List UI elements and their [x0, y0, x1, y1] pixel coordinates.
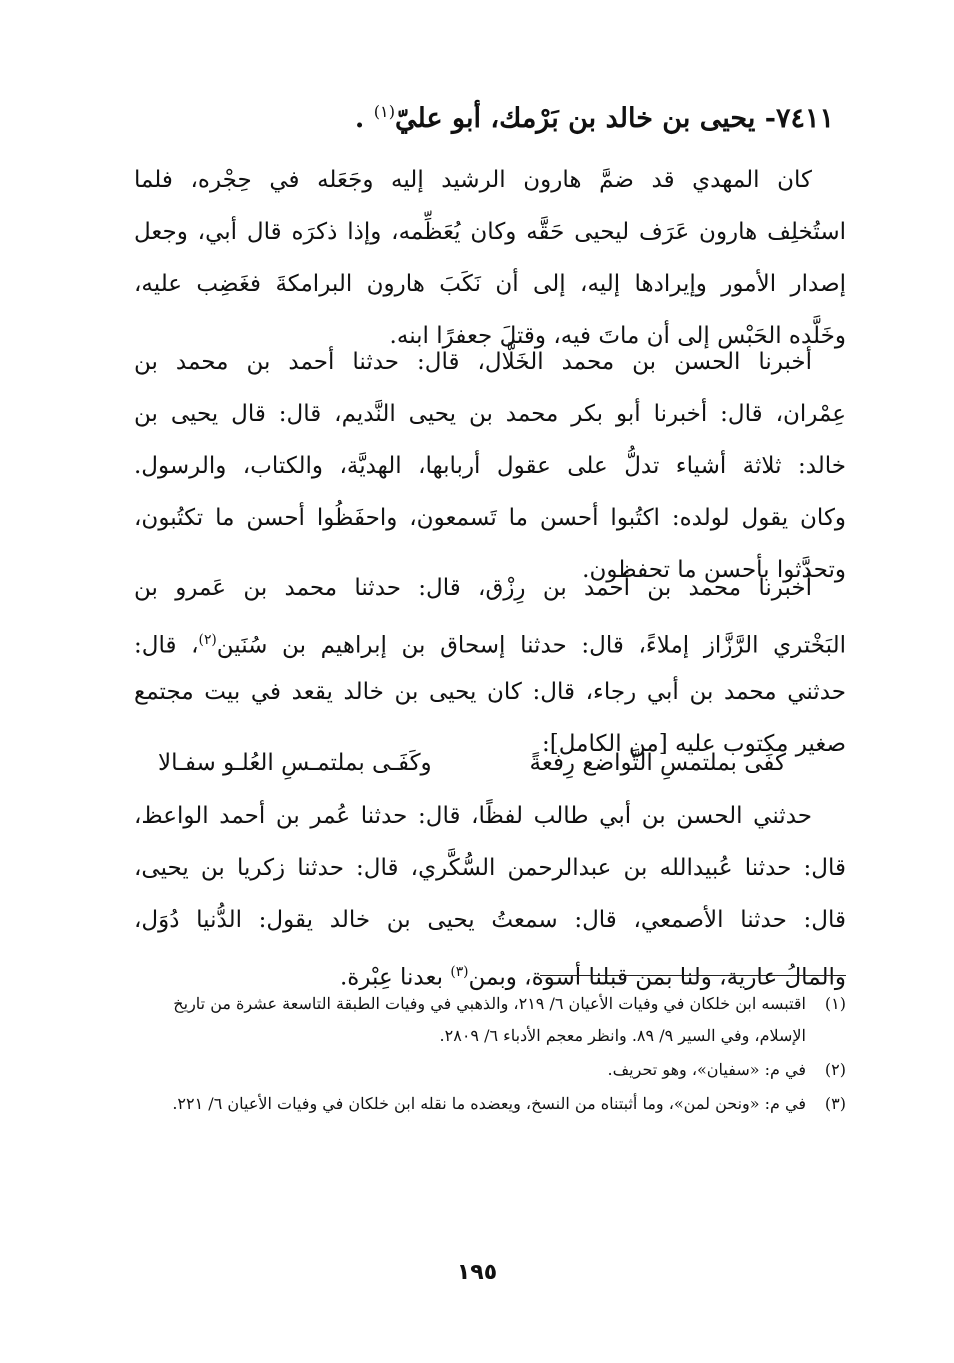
paragraph-line: عِمْران، قال: أخبرنا أبو بكر محمد بن يحيى النَّديم، قال: قال يحيى بن — [134, 401, 846, 427]
paragraph-line: كان المهدي قد ضمَّ هارون الرشيد إليه وجَعَله في حِجْره، فلما — [134, 167, 812, 193]
paragraph-line: صغير مكتوب عليه [من الكامل]: — [542, 731, 846, 757]
paragraph-line: أخبرنا محمد بن أحمد بن رِزْق، قال: حدثنا محمد بن عَمرو بن — [134, 575, 812, 601]
paragraph-line: قال: حدثنا عُبيدالله بن عبدالرحمن السُّكَّري، قال: حدثنا زكريا بن يحيى، — [134, 855, 846, 881]
paragraph-line: حدثني الحسن بن أبي طالب لفظًا، قال: حدثنا عُمر بن أحمد الواعظ، — [134, 803, 812, 829]
paragraph-line: وتحدَّثوا بأحسن ما تحفظون. — [582, 557, 846, 583]
paragraph-line: أخبرنا الحسن بن محمد الخَلَّال، قال: حدثنا أحمد بن محمد بن — [134, 349, 812, 375]
footnote-ref-1: (١) — [373, 102, 396, 121]
paragraph-line: استُخلِف هارون عَرَف ليحيى حَقَّه وكان يُعَظِّمه، وإذا ذكرَه قال أبي، وجعل — [134, 219, 846, 245]
paragraph-line-tail: بعدنا عِبْرة. — [339, 964, 443, 991]
paragraph-2 — [134, 336, 846, 596]
paragraph-4 — [134, 790, 846, 998]
paragraph-line-text: والمالُ عارية، ولنا بمن قبلنا أسوة، وبمن — [468, 964, 846, 991]
footnote-2 — [134, 1054, 846, 1086]
paragraph-line: إصدار الأمور وإيرادها إليه، إلى أن نَكَبَ هارون البرامكةَ فغَضِب عليه، — [134, 271, 846, 297]
footnote-text: في م: «سفيان»، وهو تحريف. — [607, 1060, 806, 1079]
verse-second-hemistich: وكَفَـى بملتمـسِ العُلـو سفـالا — [158, 750, 432, 776]
poetry-verse — [158, 737, 786, 789]
paragraph-line-text: البَخْتري الرَّزَّاز إملاءً، قال: حدثنا إسحاق بن إبراهيم بن سُنَين — [216, 632, 846, 659]
footnote-text: في م: «ونحن لمن»، وما أثبتناه من النسخ، ويعضده ما نقله ابن خلكان في وفيات الأعيان ٦/ ٢٢١. — [172, 1094, 806, 1113]
footnote-number: (٣) — [824, 1094, 846, 1113]
footnote-number: (٢) — [824, 1060, 846, 1079]
footnote-ref-3: (٣) — [450, 964, 469, 980]
paragraph-line: قال: حدثنا الأصمعي، قال: سمعتُ يحيى بن خالد يقول: الدُّنيا دُوَل، — [134, 907, 846, 933]
entry-number: ٧٤١١- — [764, 103, 834, 134]
heading-end-mark: . — [354, 103, 365, 134]
footnote-separator — [540, 975, 846, 976]
paragraph-line: خالد: ثلاثة أشياء تدلُّ على عقول أربابها، الهديَّة، والكتاب، والرسول. — [134, 453, 846, 479]
footnote-ref-2: (٢) — [198, 632, 217, 648]
paragraph-1 — [134, 154, 846, 362]
paragraph-line-tail: ، قال: — [134, 632, 199, 659]
footnote-number: (١) — [824, 994, 846, 1013]
paragraph-line — [134, 614, 846, 666]
footnote-3 — [134, 1088, 846, 1120]
paragraph-line: حدثني محمد بن أبي رجاء، قال: كان يحيى بن خالد يقعد في بيت مجتمع — [134, 679, 846, 705]
footnotes — [134, 988, 846, 1122]
paragraph-line: وكان يقول لولده: اكتُبوا أحسن ما تَسمعون، واحفَظُوا أحسن ما تكتُبون، — [134, 505, 846, 531]
entry-title: يحيى بن خالد بن بَرْمك، أبو عليّ — [395, 103, 756, 134]
footnote-1 — [134, 988, 846, 1052]
page-number: ١٩٥ — [456, 1260, 498, 1285]
footnote-text: اقتبسه ابن خلكان في وفيات الأعيان ٦/ ٢١٩، والذهبي في وفيات الطبقة التاسعة عشرة من تاريخ الإسلام، وفي السير ٩/ ٨٩. وانظر معجم الأدباء ٦/ ٢٨٠٩. — [173, 994, 806, 1045]
verse-first-hemistich: كفَى بملتمسِ التَّواضع رِفعةً — [529, 750, 786, 776]
paragraph-line: وخَلَّده الحَبْس إلى أن ماتَ فيه، وقتلَ جعفرًا ابنه. — [389, 323, 846, 349]
entry-heading — [234, 92, 834, 139]
